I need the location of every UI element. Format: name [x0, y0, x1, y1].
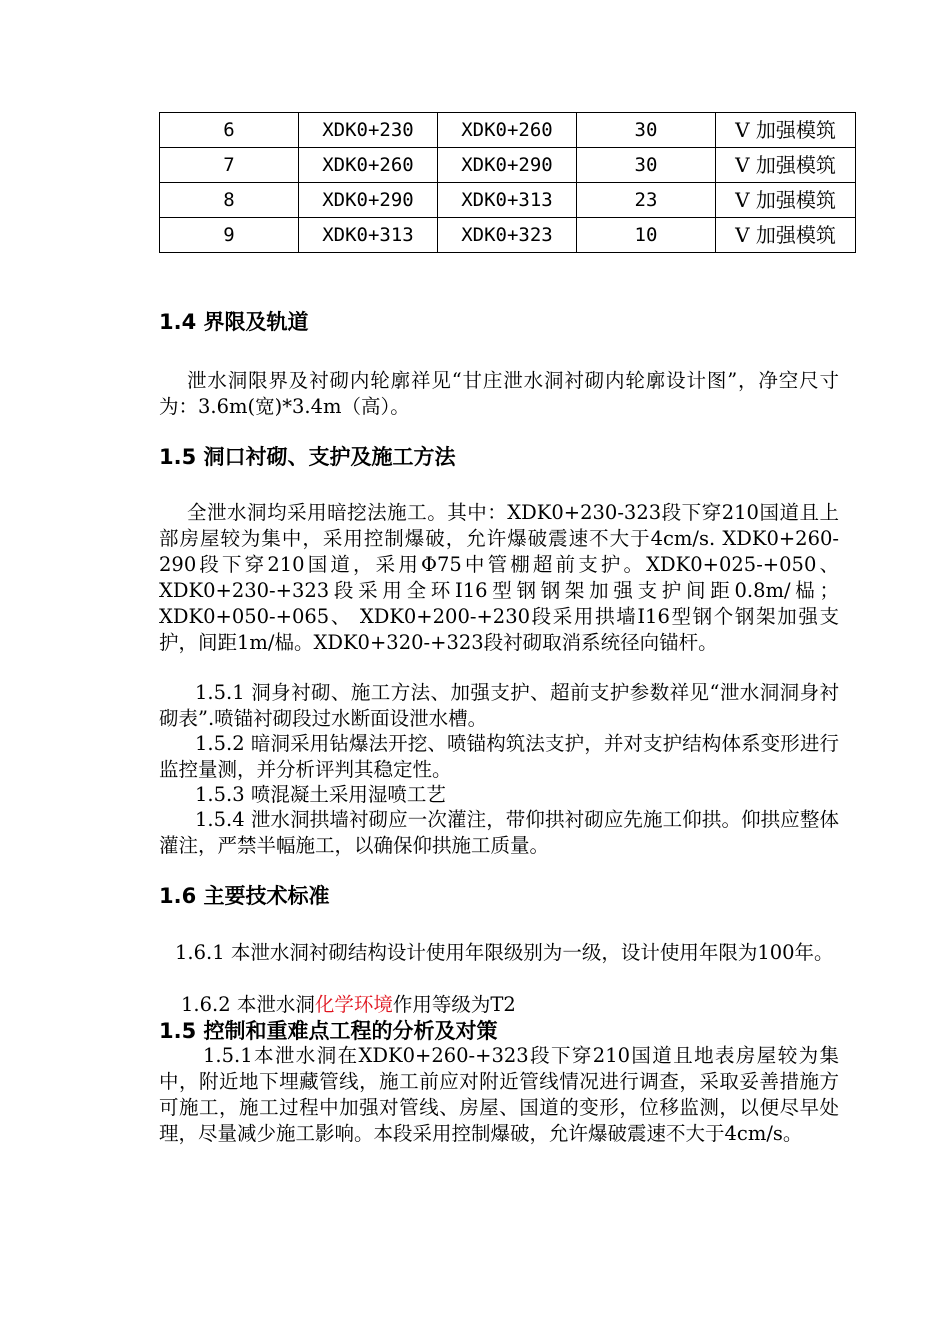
- paragraph-1-6-2-prefix: 1.6.2 本泄水洞: [181, 993, 315, 1016]
- section-heading-1-5: 1.5 洞口衬砌、支护及施工方法: [159, 445, 456, 469]
- table-cell: 30: [577, 113, 716, 148]
- table-cell: 8: [160, 183, 299, 218]
- segment-table: [159, 112, 856, 253]
- table-cell: 6: [160, 113, 299, 148]
- table-row: [160, 218, 856, 253]
- table-cell: XDK0+313: [438, 183, 577, 218]
- table-cell: XDK0+290: [299, 183, 438, 218]
- table-cell: 23: [577, 183, 716, 218]
- table-row: [160, 148, 856, 183]
- table-cell: 9: [160, 218, 299, 253]
- paragraph-1-5-intro: 全泄水洞均采用暗挖法施工。其中：XDK0+230-323段下穿210国道且上部房屋较为集中，采用控制爆破，允许爆破震速不大于4cm/s. XDK0+260-290段下穿210国道，采用Φ75中管棚超前支护。XDK0+025-+050、 XDK0+230-+323段采用全环I16型钢钢架加强支护间距0.8m/榀；XDK0+050-+065、 XDK0+200-+230段采用拱墙I16型钢个钢架加强支护，间距1m/榀。XDK0+320-+323段衬砌取消系统径向锚杆。: [159, 501, 839, 654]
- table-cell: V 加强模筑: [716, 218, 856, 253]
- table-cell: 10: [577, 218, 716, 253]
- table-row: [160, 183, 856, 218]
- paragraph-1-5-2: 1.5.2 暗洞采用钻爆法开挖、喷锚构筑法支护，并对支护结构体系变形进行监控量测，并分析评判其稳定性。: [159, 732, 839, 781]
- table-cell: XDK0+260: [438, 113, 577, 148]
- paragraph-1-5-1: 1.5.1 洞身衬砌、施工方法、加强支护、超前支护参数祥见“泄水洞洞身衬砌表”.喷锚衬砌段过水断面设泄水槽。: [159, 681, 839, 730]
- highlight-text: 化学环境: [314, 993, 393, 1016]
- paragraph-1-4: 泄水洞限界及衬砌内轮廓祥见“甘庄泄水洞衬砌内轮廓设计图”，净空尺寸为：3.6m(宽)*3.4m（高）。: [159, 369, 839, 418]
- table-cell: V 加强模筑: [716, 183, 856, 218]
- table-cell: 7: [160, 148, 299, 183]
- table-cell: 30: [577, 148, 716, 183]
- table-cell: V 加强模筑: [716, 113, 856, 148]
- table-row: [160, 113, 856, 148]
- table-cell: V 加强模筑: [716, 148, 856, 183]
- section-heading-1-4: 1.4 界限及轨道: [159, 310, 309, 334]
- paragraph-1-6-1: 1.6.1 本泄水洞衬砌结构设计使用年限级别为一级，设计使用年限为100年。: [175, 941, 834, 964]
- table-cell: XDK0+313: [299, 218, 438, 253]
- paragraph-1-5-3: 1.5.3 喷混凝土采用湿喷工艺: [195, 783, 446, 806]
- section-heading-1-5-control: 1.5 控制和重难点工程的分析及对策: [159, 1019, 498, 1043]
- table-cell: XDK0+230: [299, 113, 438, 148]
- paragraph-1-5-4: 1.5.4 泄水洞拱墙衬砌应一次灌注，带仰拱衬砌应先施工仰拱。仰拱应整体灌注，严禁半幅施工，以确保仰拱施工质量。: [159, 808, 839, 857]
- table-cell: XDK0+260: [299, 148, 438, 183]
- paragraph-1-5-1-control: 1.5.1本泄水洞在XDK0+260-+323段下穿210国道且地表房屋较为集中，附近地下埋藏管线，施工前应对附近管线情况进行调查，采取妥善措施方可施工，施工过程中加强对管线、房屋、国道的变形，位移监测，以便尽早处理，尽量减少施工影响。本段采用控制爆破，允许爆破震速不大于4cm/s。: [159, 1044, 839, 1145]
- section-heading-1-6: 1.6 主要技术标准: [159, 884, 330, 908]
- segment-table-body: [160, 113, 856, 253]
- paragraph-1-6-2-suffix: 作用等级为T2: [392, 993, 516, 1016]
- table-cell: XDK0+290: [438, 148, 577, 183]
- table-cell: XDK0+323: [438, 218, 577, 253]
